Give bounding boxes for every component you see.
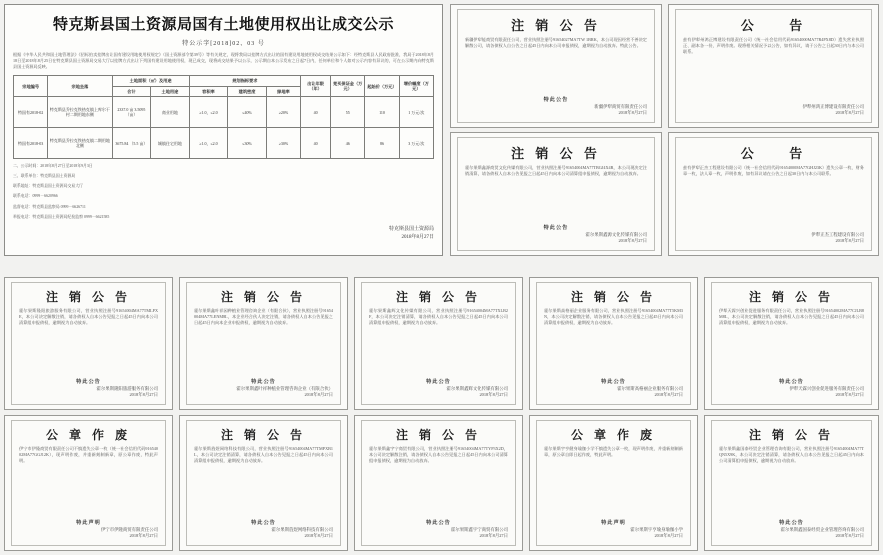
notice-mid: 特此公告: [779, 519, 804, 526]
notice-card: [704, 415, 879, 551]
signature-date: 2018年8月27日: [401, 234, 434, 240]
footer-line-2: 三、联系单位：特克斯县国土资源局: [13, 174, 76, 179]
signature-org: 特克斯县国土资源局: [388, 226, 434, 232]
th-code: 宗地编号: [14, 76, 48, 97]
footer-line-6: 举报电话：特克斯县国土资源局纪检监察 0999－6621585: [13, 214, 110, 219]
notice-mid: 特此公告: [601, 378, 626, 385]
land-parcel-table: [13, 75, 434, 159]
notice-card: [450, 132, 662, 256]
notice-card: [668, 132, 879, 256]
cell-density: ≤30%: [228, 128, 267, 159]
cell-location: 特克斯县乔拉克铁热克镇上库尔干村二期用地东侧: [48, 97, 112, 128]
notice-body: 霍尔果斯鑫源商贸文化传媒有限公司，营业执照注册号91654004MA77TBGJ4X4R，本公司现决定注销清算，请各债权人自本公告见报之日起45日内向本公司清算组申报债权，逾期视为自动放弃。: [465, 165, 647, 177]
cell-start-price: 86: [365, 128, 399, 159]
notice-title: 注 销 公 告: [748, 290, 834, 304]
th-deposit: 竞买保证金（万元）: [331, 76, 365, 97]
notice-title: 注 销 公 告: [395, 428, 481, 442]
notice-card: [4, 277, 173, 410]
cell-far: ≥1.0，≤2.0: [189, 97, 228, 128]
document-number: 特公示字[2018]02、03 号: [182, 41, 265, 47]
notice-card: [668, 4, 879, 128]
footer-line-4: 联系电话：0999－6620966: [13, 194, 58, 199]
notice-org: 伊宁市伊隆商贸有限责任公司: [100, 526, 158, 532]
table-header-row: [14, 76, 434, 86]
notice-title: 公 章 作 废: [45, 428, 131, 442]
table-row: [14, 97, 434, 128]
page-title: 特克斯县国土资源局国有土地使用权出让成交公示: [52, 17, 394, 33]
footer-line-3: 联系地址：特克斯县国土资源局交易大厅: [13, 184, 84, 189]
th-green: 绿地率: [266, 86, 300, 96]
notice-body: 霍尔果斯旌煜网络科技有限公司，营业执照注册号91654004MA77TMPXB1L，本公司决定注销清算，请各债权人自本公告见报之日起45日内向本公司清算组申报债权，逾期视为自动放弃。: [194, 446, 333, 464]
cell-years: 40: [301, 128, 331, 159]
notice-mid: 特此公告: [779, 378, 804, 385]
cell-code: 特国有2018-03: [14, 128, 48, 159]
notice-mid: 特此公告: [426, 519, 451, 526]
notice-title: 注 销 公 告: [395, 290, 481, 304]
cell-location: 特克斯县乔拉克铁热克镇二期用地北侧: [48, 128, 112, 159]
notice-date: 2018年8月27日: [835, 238, 864, 244]
cell-use: 商业用地: [151, 97, 190, 128]
notice-card: [4, 415, 173, 551]
notice-body: 霍尔果斯鑫叶祥园种植业管理咨询企业（有限合伙），营业执照注册号91654004MA77LENM8L，本企业经合伙人决定注销，请各债权人自本公告见报之日起45日内向本企业申报债权，逾期视为自动放弃。: [194, 308, 333, 326]
cell-use: 城镇住宅用地: [151, 128, 190, 159]
cell-density: ≤40%: [228, 97, 267, 128]
notice-body: 新疆伊犁能商贸有限责任公司，营业执照注册号91654027MA7TW 1BRK，本公司现因经营不善决定解散公司，请各债权人自公告之日起45日内向本公司申报债权，逾期视为自动放弃。特此公告。: [465, 37, 647, 49]
notice-body: 兹有伊犁州鸿正博建设有限责任公司（统一社会信用代码91654000MA77R4PX8D）遗失营业执照正、副本各一份，声明作废。现将相关情况予以公告，如有异议，请于公告之日起30日内与本公司联系。: [683, 37, 864, 55]
notice-org: 霍尔果斯鑫国泰经贸企业管理咨询有限公司: [780, 526, 864, 532]
notice-mid: 特此公告: [543, 224, 569, 231]
cell-green: ≥20%: [266, 97, 300, 128]
th-increment: 增价幅度（万元）: [399, 76, 433, 97]
notice-date: 2018年8月27日: [654, 533, 683, 539]
cell-code: 特国有2018-02: [14, 97, 48, 128]
cell-far: ≥1.0，≤2.0: [189, 128, 228, 159]
notice-date: 2018年8月27日: [835, 110, 864, 116]
cell-deposit: 55: [331, 97, 365, 128]
cell-increment: 1 万元/次: [399, 97, 433, 128]
notice-org: 霍尔果斯宇亨瑜身瑜伽小学: [630, 526, 683, 532]
notice-date: 2018年8月27日: [835, 533, 864, 539]
notice-org: 伊犁州鸿正博建设有限责任公司: [802, 103, 864, 109]
notice-body: 霍尔果斯隆阳旅游服务有限公司，营业执照注册号91654004MA77TMLPXE，本公司决定解散注销，请各债权人自本公告见报之日起45日内向本公司清算组申报债权，逾期视为自动放弃。: [19, 308, 158, 326]
notice-card: [450, 4, 662, 128]
th-start-price: 起始价（万元）: [365, 76, 399, 97]
notice-card: [529, 277, 698, 410]
notice-card: [529, 415, 698, 551]
notice-body: 霍尔果斯鑫国泰经贸企业管理咨询有限公司，营业执照注册号91654004MA77TQN5X9K，本公司决定注销清算，请各债权人自本公告见报之日起45日内向本公司清算组申报债权，逾期视为自动放弃。: [719, 446, 864, 464]
notice-date: 2018年8月27日: [618, 238, 647, 244]
notice-body: 伊宁市伊隆商贸有限责任公司不慎遗失公章一枚（统一社会信用代码91654002MA77GGJ12K），现声明作废，并重新刻制新章，原公章作废，特此声明。: [19, 446, 158, 464]
notice-org: 霍尔果斯隆阳旅游服务有限公司: [96, 385, 158, 391]
notice-org: 霍尔果斯鑫辉文化传媒有限公司: [446, 385, 508, 391]
th-total: 合计: [112, 86, 151, 96]
cell-deposit: 46: [331, 128, 365, 159]
th-area: 土地面积（㎡）及用途: [112, 76, 189, 86]
notice-org: 霍尔果斯旌煜网络科技有限公司: [271, 526, 333, 532]
notice-date: 2018年8月27日: [129, 533, 158, 539]
notice-card: [354, 277, 523, 410]
notice-date: 2018年8月27日: [654, 392, 683, 398]
notice-org: 新疆伊犁商贸有限责任公司: [594, 103, 647, 109]
notice-card: [704, 277, 879, 410]
notice-body: 霍尔果斯鑫宇宁商贸有限公司，营业执照注册号91654004MA77TYP3X2D，本公司决定解散注销，请各债权人自本公告见报之日起45日内向本公司清算组申报债权，逾期视为自动放弃。: [369, 446, 508, 464]
notice-date: 2018年8月27日: [479, 392, 508, 398]
notice-date: 2018年8月27日: [129, 392, 158, 398]
notice-org: 伊犁正杰工程建设有限公司: [811, 231, 864, 237]
notice-mid: 特此公告: [251, 378, 276, 385]
notice-body: 霍尔果斯高格丽企业服务有限公司，营业执照注册号91654004MA77T5KM3N，本公司决定解散注销，请各债权人自本公告见报之日起45日内向本公司清算组申报债权，逾期视为自动放弃。: [544, 308, 683, 326]
notice-title: 注 销 公 告: [570, 290, 656, 304]
notice-title: 公 告: [740, 146, 807, 161]
notice-date: 2018年8月27日: [618, 110, 647, 116]
notice-date: 2018年8月27日: [304, 392, 333, 398]
notice-mid: 特此声明: [76, 519, 101, 526]
th-years: 出让年限（年）: [301, 76, 331, 97]
notice-title: 注 销 公 告: [220, 290, 306, 304]
footer-line-5: 监督电话：特克斯县监察局 0999－6626711: [13, 204, 86, 209]
notice-body: 兹有伊犁正杰工程建设有限公司（统一社会信用代码91654000MA77GHJ23K）遗失公章一枚、财务章一枚，法人章一枚，声明作废，如有异议请在公告之日起30日内与本公司联系。: [683, 165, 864, 177]
notice-mid: 特此公告: [543, 96, 569, 103]
notice-org: 霍尔果斯鑫宇宁商贸有限公司: [450, 526, 508, 532]
notice-body: 伊犁天霖兴创业促进服务有限责任公司，营业执照注册号91654002MA77CJLB8M8L，本公司决定解散注销，请各债权人自本公告见报之日起45日内向本公司清算组申报债权，逾期视为自动放弃。: [719, 308, 864, 326]
notice-org: 霍尔果斯高格丽企业服务有限公司: [617, 385, 683, 391]
notice-mid: 特此公告: [251, 519, 276, 526]
notice-body: 霍尔果斯鑫辉文化传媒有限公司，营业执照注册号91654004MA77TXLB2F，本公司决定注销清算，请各债权人自本公告见报之日起45日内向本公司清算组申报债权，逾期视为自动放弃。: [369, 308, 508, 326]
notice-date: 2018年8月27日: [835, 392, 864, 398]
document-signature: [13, 226, 434, 242]
th-planning: 规划指标要求: [189, 76, 300, 86]
footer-line-1: 二、公示时间：2018年8月27日至2018年9月3日: [13, 164, 93, 169]
notice-title: 公 章 作 废: [570, 428, 656, 442]
intro-paragraph: 根据《中华人民共和国土地管理法》《招标拍卖挂牌出让国有建设用地使用权规定》（国土资源部令第39号）等有关规定，现将我局以挂牌方式出让的国有建设用地使用权成交结果公示如下：经特克斯县人民政府批准，我局于2018年8月18日至2018年8月25日在特克斯县国土资源局交易大厅以挂牌方式出让下列国有建设用地使用权，现已成交，现将成交结果予以公示，公示期自本公示发布之日起7日内，任何单位和个人如对公示内容有异议的，可在公示期内向特克斯县国土资源局反映。: [13, 52, 434, 70]
notice-date: 2018年8月27日: [479, 533, 508, 539]
notice-title: 注 销 公 告: [45, 290, 131, 304]
cell-green: ≥30%: [266, 128, 300, 159]
th-far: 容积率: [189, 86, 228, 96]
notice-body: 霍尔果斯宇亨健身瑜伽小学不慎遗失公章一枚，现声明作废，并重新刻制新章，原公章自即日起作废，特此声明。: [544, 446, 683, 458]
cell-start-price: 110: [365, 97, 399, 128]
notice-mid: 特此声明: [601, 519, 626, 526]
notice-card: [179, 277, 348, 410]
land-transfer-announcement: [4, 4, 443, 256]
th-location: 宗地坐落: [48, 76, 112, 97]
notice-date: 2018年8月27日: [304, 533, 333, 539]
notice-org: 霍尔果斯鑫源文化传媒有限公司: [585, 231, 647, 237]
notice-title: 注 销 公 告: [748, 428, 834, 442]
notice-mid: 特此公告: [76, 378, 101, 385]
cell-area: 3675.84 （5.5 亩）: [112, 128, 151, 159]
cell-area: 2337.0 亩 3.5095（亩）: [112, 97, 151, 128]
notice-mid: 特此公告: [426, 378, 451, 385]
th-use: 土地用途: [151, 86, 190, 96]
cell-increment: 3 万元/次: [399, 128, 433, 159]
notice-title: 注 销 公 告: [511, 146, 601, 161]
cell-years: 40: [301, 97, 331, 128]
table-row: [14, 128, 434, 159]
notice-title: 注 销 公 告: [220, 428, 306, 442]
notice-card: [179, 415, 348, 551]
notice-title: 注 销 公 告: [511, 18, 601, 33]
notice-org: 伊犁天霖兴创业促进服务有限责任公司: [789, 385, 864, 391]
th-density: 建筑密度: [228, 86, 267, 96]
notice-card: [354, 415, 523, 551]
notice-org: 霍尔果斯鑫叶祥种植业管理咨询企业（有限合伙）: [236, 385, 333, 391]
notice-title: 公 告: [740, 18, 807, 33]
